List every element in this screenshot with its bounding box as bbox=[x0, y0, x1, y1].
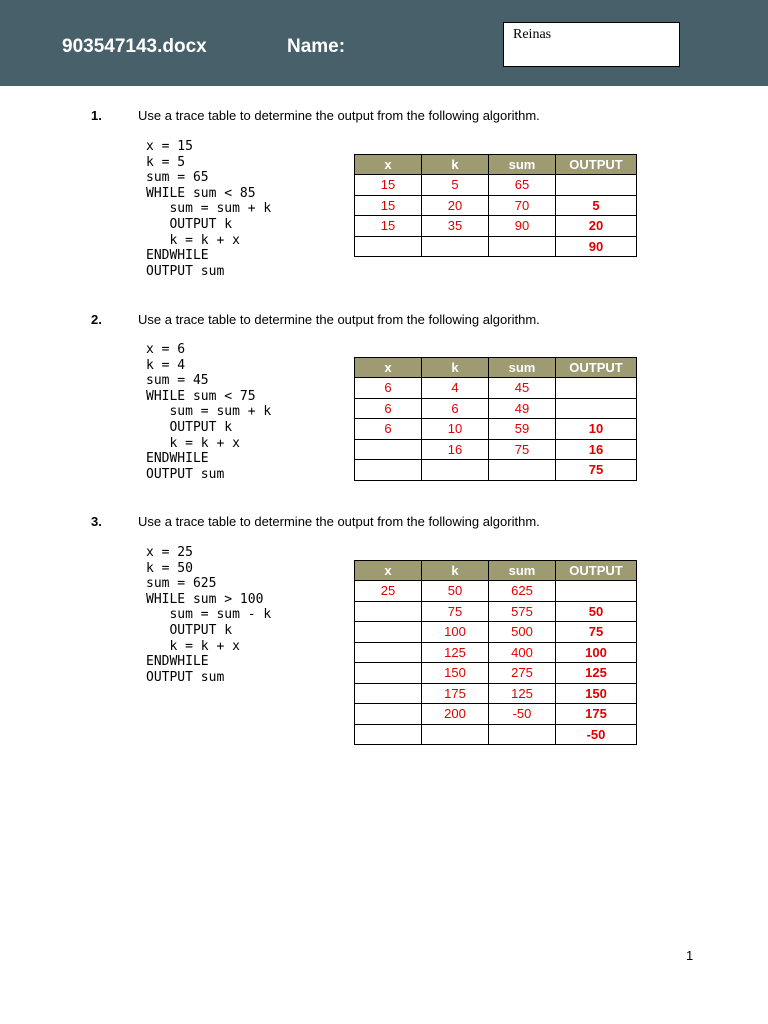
document-title: 903547143.docx bbox=[62, 36, 207, 57]
table-row bbox=[355, 175, 637, 196]
code-line: OUTPUT sum bbox=[146, 263, 225, 279]
code-line: x = 15 bbox=[146, 139, 193, 154]
code-line: WHILE sum > 100 bbox=[146, 591, 264, 607]
output-cell[interactable]: 5 bbox=[556, 195, 637, 216]
table-cell[interactable]: 20 bbox=[422, 195, 489, 216]
output-cell[interactable] bbox=[556, 378, 637, 399]
table-cell[interactable]: 15 bbox=[355, 175, 422, 196]
table-cell[interactable]: 90 bbox=[489, 216, 556, 237]
code-line: OUTPUT k bbox=[146, 419, 233, 435]
table-row bbox=[355, 195, 637, 216]
trace-table bbox=[354, 154, 637, 257]
output-cell[interactable]: 20 bbox=[556, 216, 637, 237]
name-label: Name: bbox=[287, 36, 346, 57]
table-cell[interactable]: 4 bbox=[422, 378, 489, 399]
table-row bbox=[355, 216, 637, 237]
table-cell[interactable]: 400 bbox=[489, 642, 556, 663]
table-row bbox=[355, 236, 637, 257]
code-line: k = k + x bbox=[146, 435, 240, 451]
question-text: Use a trace table to determine the output from the following algorithm. bbox=[138, 312, 540, 327]
table-cell[interactable] bbox=[422, 460, 489, 481]
table-cell[interactable]: 175 bbox=[422, 683, 489, 704]
table-cell[interactable]: 35 bbox=[422, 216, 489, 237]
table-cell[interactable] bbox=[422, 724, 489, 745]
table-row bbox=[355, 419, 637, 440]
table-cell[interactable] bbox=[355, 704, 422, 725]
code-line: sum = 65 bbox=[146, 170, 209, 186]
table-cell[interactable]: 25 bbox=[355, 581, 422, 602]
table-cell[interactable] bbox=[355, 601, 422, 622]
table-header-row bbox=[355, 358, 637, 378]
column-header: x bbox=[355, 358, 422, 378]
table-cell[interactable]: 65 bbox=[489, 175, 556, 196]
table-cell[interactable]: 5 bbox=[422, 175, 489, 196]
table-cell[interactable]: 275 bbox=[489, 663, 556, 684]
code-line: WHILE sum < 75 bbox=[146, 388, 256, 404]
table-cell[interactable]: 6 bbox=[355, 378, 422, 399]
table-cell[interactable]: 125 bbox=[422, 642, 489, 663]
table-row bbox=[355, 378, 637, 399]
code-line: k = 50 bbox=[146, 560, 193, 576]
table-row bbox=[355, 622, 637, 643]
table-cell[interactable]: 100 bbox=[422, 622, 489, 643]
table-cell[interactable] bbox=[489, 236, 556, 257]
code-line: OUTPUT sum bbox=[146, 669, 225, 685]
output-cell[interactable]: 75 bbox=[556, 622, 637, 643]
question-text: Use a trace table to determine the output from the following algorithm. bbox=[138, 108, 540, 123]
table-cell[interactable]: 49 bbox=[489, 398, 556, 419]
table-cell[interactable] bbox=[355, 642, 422, 663]
table-row bbox=[355, 601, 637, 622]
table-cell[interactable] bbox=[489, 724, 556, 745]
table-cell[interactable] bbox=[422, 236, 489, 257]
question-number: 3. bbox=[91, 514, 102, 529]
code-line: k = 4 bbox=[146, 357, 186, 373]
table-cell[interactable]: 70 bbox=[489, 195, 556, 216]
output-cell[interactable]: 100 bbox=[556, 642, 637, 663]
output-cell[interactable]: 10 bbox=[556, 419, 637, 440]
table-cell[interactable]: 6 bbox=[355, 419, 422, 440]
code-line: OUTPUT k bbox=[146, 216, 233, 232]
code-line: x = 25 bbox=[146, 545, 193, 560]
trace-table bbox=[354, 560, 637, 745]
output-cell[interactable] bbox=[556, 581, 637, 602]
code-line: sum = 625 bbox=[146, 576, 217, 592]
code-line: OUTPUT sum bbox=[146, 466, 225, 482]
code-line: k = 5 bbox=[146, 154, 186, 170]
output-cell[interactable]: 90 bbox=[556, 236, 637, 257]
table-cell[interactable]: 200 bbox=[422, 704, 489, 725]
code-line: ENDWHILE bbox=[146, 654, 209, 670]
table-cell[interactable]: 75 bbox=[422, 601, 489, 622]
table-cell[interactable]: 15 bbox=[355, 195, 422, 216]
table-cell[interactable]: 10 bbox=[422, 419, 489, 440]
column-header: x bbox=[355, 155, 422, 175]
output-cell[interactable]: 150 bbox=[556, 683, 637, 704]
question-text: Use a trace table to determine the output from the following algorithm. bbox=[138, 514, 540, 529]
header-bar bbox=[0, 0, 768, 86]
code-line: ENDWHILE bbox=[146, 248, 209, 264]
table-row bbox=[355, 683, 637, 704]
output-cell[interactable]: -50 bbox=[556, 724, 637, 745]
table-row bbox=[355, 439, 637, 460]
table-cell[interactable]: 625 bbox=[489, 581, 556, 602]
page-number: 1 bbox=[686, 948, 694, 963]
table-cell[interactable]: -50 bbox=[489, 704, 556, 725]
table-row bbox=[355, 460, 637, 481]
table-cell[interactable]: 59 bbox=[489, 419, 556, 440]
code-line: ENDWHILE bbox=[146, 451, 209, 467]
table-row bbox=[355, 642, 637, 663]
pseudocode-block bbox=[146, 545, 271, 685]
table-cell[interactable] bbox=[355, 663, 422, 684]
output-cell[interactable]: 75 bbox=[556, 460, 637, 481]
code-line: sum = sum + k bbox=[146, 404, 272, 420]
table-cell[interactable]: 16 bbox=[422, 439, 489, 460]
table-header-row bbox=[355, 155, 637, 175]
output-cell[interactable] bbox=[556, 398, 637, 419]
table-cell[interactable] bbox=[355, 460, 422, 481]
table-cell[interactable]: 6 bbox=[355, 398, 422, 419]
table-cell[interactable] bbox=[355, 683, 422, 704]
table-cell[interactable]: 575 bbox=[489, 601, 556, 622]
output-cell[interactable] bbox=[556, 175, 637, 196]
code-line: sum = sum - k bbox=[146, 607, 272, 623]
code-line: sum = 45 bbox=[146, 373, 209, 389]
column-header: k bbox=[422, 155, 489, 175]
table-cell[interactable] bbox=[355, 622, 422, 643]
column-header: x bbox=[355, 561, 422, 581]
table-row bbox=[355, 663, 637, 684]
table-cell[interactable]: 125 bbox=[489, 683, 556, 704]
column-header: sum bbox=[489, 561, 556, 581]
pseudocode-block bbox=[146, 139, 271, 279]
code-line: WHILE sum < 85 bbox=[146, 185, 256, 201]
question-number: 2. bbox=[91, 312, 102, 327]
name-field[interactable]: Reinas bbox=[503, 22, 680, 67]
table-cell[interactable]: 150 bbox=[422, 663, 489, 684]
table-row bbox=[355, 581, 637, 602]
table-cell[interactable]: 500 bbox=[489, 622, 556, 643]
table-cell[interactable] bbox=[355, 236, 422, 257]
column-header: sum bbox=[489, 358, 556, 378]
table-cell[interactable]: 45 bbox=[489, 378, 556, 399]
table-cell[interactable]: 75 bbox=[489, 439, 556, 460]
column-header: OUTPUT bbox=[556, 155, 637, 175]
code-line: k = k + x bbox=[146, 638, 240, 654]
question-number: 1. bbox=[91, 108, 102, 123]
code-line: k = k + x bbox=[146, 232, 240, 248]
table-row bbox=[355, 704, 637, 725]
column-header: sum bbox=[489, 155, 556, 175]
pseudocode-block bbox=[146, 342, 271, 482]
table-cell[interactable]: 6 bbox=[422, 398, 489, 419]
code-line: x = 6 bbox=[146, 342, 186, 357]
column-header: OUTPUT bbox=[556, 358, 637, 378]
table-cell[interactable] bbox=[489, 460, 556, 481]
output-cell[interactable]: 16 bbox=[556, 439, 637, 460]
code-line: OUTPUT k bbox=[146, 622, 233, 638]
column-header: k bbox=[422, 561, 489, 581]
table-cell[interactable]: 50 bbox=[422, 581, 489, 602]
column-header: OUTPUT bbox=[556, 561, 637, 581]
trace-table bbox=[354, 357, 637, 481]
output-cell[interactable]: 50 bbox=[556, 601, 637, 622]
table-cell[interactable] bbox=[355, 439, 422, 460]
output-cell[interactable]: 175 bbox=[556, 704, 637, 725]
table-row bbox=[355, 724, 637, 745]
table-cell[interactable] bbox=[355, 724, 422, 745]
table-row bbox=[355, 398, 637, 419]
table-cell[interactable]: 15 bbox=[355, 216, 422, 237]
column-header: k bbox=[422, 358, 489, 378]
output-cell[interactable]: 125 bbox=[556, 663, 637, 684]
table-header-row bbox=[355, 561, 637, 581]
code-line: sum = sum + k bbox=[146, 201, 272, 217]
